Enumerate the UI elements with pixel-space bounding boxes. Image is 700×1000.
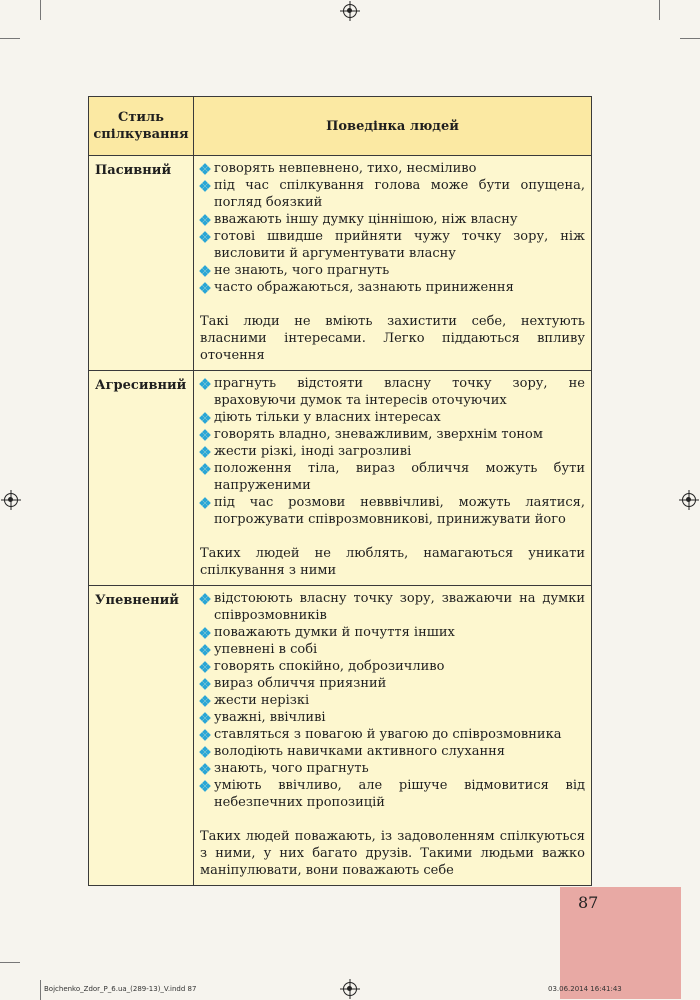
behavior-cell	[194, 156, 592, 371]
crop-mark	[659, 0, 660, 20]
list-item-text: жести нерізкі	[214, 693, 310, 708]
bullet-diamond-icon	[200, 730, 210, 740]
list-item	[200, 262, 585, 279]
summary-text: Такі люди не вміють захистити себе, нехтують власними інтересами. Легко піддаються впливу оточення	[200, 314, 585, 363]
list-item-text: жести різкі, іноді загрозливі	[214, 444, 412, 459]
list-item	[200, 279, 585, 296]
list-item	[200, 777, 585, 811]
list-item	[200, 443, 585, 460]
list-item-text: говорять невпевнено, тихо, несміливо	[214, 161, 477, 176]
bullet-diamond-icon	[200, 662, 210, 672]
bullet-diamond-icon	[200, 283, 210, 293]
list-item	[200, 409, 585, 426]
list-item-text: уважні, ввічливі	[214, 710, 326, 725]
behavior-cell	[194, 371, 592, 586]
list-item	[200, 590, 585, 624]
list-item	[200, 726, 585, 743]
behavior-list	[200, 375, 585, 528]
bullet-diamond-icon	[200, 164, 210, 174]
list-item	[200, 709, 585, 726]
registration-mark-icon	[343, 4, 357, 18]
behavior-cell	[194, 586, 592, 886]
footer-file-info: Bojchenko_Zdor_P_6.ua_(289-13)_V.indd 87	[44, 985, 197, 993]
crop-mark	[680, 38, 700, 39]
bullet-diamond-icon	[200, 713, 210, 723]
bullet-diamond-icon	[200, 696, 210, 706]
list-item-text: вираз обличчя приязний	[214, 676, 387, 691]
crop-mark	[40, 980, 41, 1000]
list-item	[200, 624, 585, 641]
list-item-text: уміють ввічливо, але рішуче відмовитися від небезпечних пропозицій	[214, 778, 585, 810]
registration-mark-icon	[682, 493, 696, 507]
bullet-diamond-icon	[200, 628, 210, 638]
bullet-diamond-icon	[200, 679, 210, 689]
bullet-diamond-icon	[200, 594, 210, 604]
style-name-cell: Агресивний	[89, 371, 194, 586]
list-item-text: не знають, чого прагнуть	[214, 263, 390, 278]
registration-mark-icon	[4, 493, 18, 507]
list-item-text: ставляться з повагою й увагою до співрозмовника	[214, 727, 562, 742]
list-item-text: вважають іншу думку ціннішою, ніж власну	[214, 212, 518, 227]
bullet-diamond-icon	[200, 464, 210, 474]
list-item	[200, 760, 585, 777]
bullet-diamond-icon	[200, 447, 210, 457]
style-name-cell: Упевнений	[89, 586, 194, 886]
list-item-text: положення тіла, вираз обличчя можуть бути напруженими	[214, 461, 585, 493]
list-item	[200, 177, 585, 211]
bullet-diamond-icon	[200, 645, 210, 655]
list-item-text: відстоюють власну точку зору, зважаючи на думки співрозмовників	[214, 591, 585, 623]
list-item	[200, 675, 585, 692]
list-item-text: під час розмови невввічливі, можуть лаятися, погрожувати співрозмовникові, принижувати його	[214, 495, 585, 527]
list-item	[200, 658, 585, 675]
table-row	[89, 371, 592, 586]
bullet-diamond-icon	[200, 747, 210, 757]
table-header-row	[89, 97, 592, 156]
style-name-cell: Пасивний	[89, 156, 194, 371]
list-item-text: говорять владно, зневажливим, зверхнім тоном	[214, 427, 543, 442]
crop-mark	[40, 0, 41, 20]
bullet-diamond-icon	[200, 781, 210, 791]
communication-styles-table	[88, 96, 592, 886]
list-item-text: володіють навичками активного слухання	[214, 744, 506, 759]
list-item	[200, 460, 585, 494]
bullet-diamond-icon	[200, 266, 210, 276]
crop-mark	[0, 962, 20, 963]
list-item	[200, 426, 585, 443]
list-item	[200, 692, 585, 709]
bullet-diamond-icon	[200, 379, 210, 389]
list-item	[200, 160, 585, 177]
summary-text: Таких людей не люблять, намагаються уникати спілкування з ними	[200, 546, 585, 578]
bullet-diamond-icon	[200, 764, 210, 774]
page-number-box	[560, 887, 681, 999]
list-item-text: знають, чого прагнуть	[214, 761, 369, 776]
list-item-text: поважають думки й почуття інших	[214, 625, 455, 640]
footer-timestamp: 03.06.2014 16:41:43	[548, 985, 622, 993]
list-item	[200, 228, 585, 262]
bullet-diamond-icon	[200, 413, 210, 423]
behavior-list	[200, 590, 585, 811]
bullet-diamond-icon	[200, 430, 210, 440]
list-item-text: говорять спокійно, доброзичливо	[214, 659, 445, 674]
list-item	[200, 743, 585, 760]
list-item	[200, 641, 585, 658]
list-item-text: прагнуть відстояти власну точку зору, не враховуючи думок та інтересів оточуючих	[214, 376, 585, 408]
list-item-text: діють тільки у власних інтересах	[214, 410, 441, 425]
list-item	[200, 494, 585, 528]
header-style-column: Стиль спілкування	[89, 97, 194, 156]
behavior-list	[200, 160, 585, 296]
list-item-text: готові швидше прийняти чужу точку зору, ніж висловити й аргументувати власну	[214, 229, 585, 261]
table-row	[89, 156, 592, 371]
bullet-diamond-icon	[200, 215, 210, 225]
table-row	[89, 586, 592, 886]
list-item	[200, 375, 585, 409]
list-item	[200, 211, 585, 228]
list-item-text: під час спілкування голова може бути опущена, погляд боязкий	[214, 178, 585, 210]
list-item-text: часто ображаються, зазнають приниження	[214, 280, 514, 295]
bullet-diamond-icon	[200, 181, 210, 191]
registration-mark-icon	[343, 982, 357, 996]
bullet-diamond-icon	[200, 232, 210, 242]
list-item-text: упевнені в собі	[214, 642, 318, 657]
summary-text: Таких людей поважають, із задоволенням спілкуються з ними, у них багато друзів. Такими людьми важко маніпулювати, вони поважають себе	[200, 829, 585, 878]
page-number: 87	[578, 893, 599, 912]
header-behavior-column: Поведінка людей	[194, 97, 592, 156]
crop-mark	[0, 38, 20, 39]
bullet-diamond-icon	[200, 498, 210, 508]
